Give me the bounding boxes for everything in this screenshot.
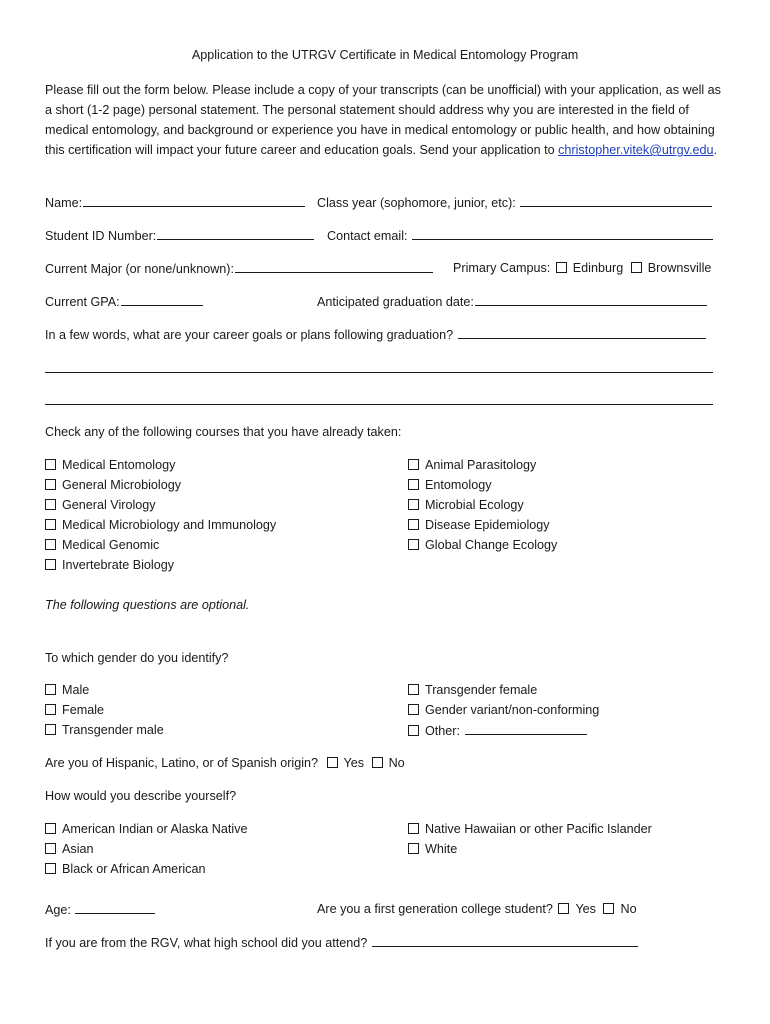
gender-label: Transgender female xyxy=(425,683,538,697)
major-field-row xyxy=(45,260,433,277)
name-label: Name: xyxy=(45,196,83,210)
age-label: Age: xyxy=(45,903,71,917)
race-prompt: How would you describe yourself? xyxy=(45,789,237,803)
course-option[interactable] xyxy=(45,557,174,573)
checkbox[interactable] xyxy=(408,539,419,550)
major-label: Current Major (or none/unknown): xyxy=(45,262,234,276)
course-option[interactable] xyxy=(45,517,276,533)
course-label: Animal Parasitology xyxy=(425,458,537,472)
course-label: Medical Microbiology and Immunology xyxy=(62,518,277,532)
career-goals-label: In a few words, what are your career goals or plans following graduation? xyxy=(45,328,454,342)
form-title: Application to the UTRGV Certificate in Medical Entomology Program xyxy=(191,48,579,62)
checkbox[interactable] xyxy=(45,724,56,735)
gender-option[interactable] xyxy=(408,682,537,698)
gpa-field-row xyxy=(45,293,203,310)
race-label: White xyxy=(425,842,458,856)
gender-other-input-line[interactable] xyxy=(465,722,587,735)
course-label: General Microbiology xyxy=(62,478,181,492)
checkbox[interactable] xyxy=(45,843,56,854)
optional-note: The following questions are optional. xyxy=(45,598,250,612)
gender-option[interactable] xyxy=(408,702,599,718)
intro-text: Please fill out the form below. Please include a copy of your transcripts (can be unofficial) with your application, as well as a short (1-2 page) personal statement. The personal statement should address why you are interested in the field of medical entomology, and background or experience you have in medical entomology or public health, and how obtaining this certification will impact your future career and education goals. Send your application to xyxy=(45,83,721,157)
course-option[interactable] xyxy=(45,497,156,513)
race-label: Native Hawaiian or other Pacific Islander xyxy=(425,822,652,836)
gender-other-label: Other: xyxy=(425,724,460,738)
first-gen-yes-label: Yes xyxy=(575,902,596,916)
race-option[interactable] xyxy=(45,821,248,837)
course-label: Entomology xyxy=(425,478,492,492)
race-label: American Indian or Alaska Native xyxy=(62,822,248,836)
age-input-line[interactable] xyxy=(75,901,155,914)
course-option[interactable] xyxy=(408,477,492,493)
courses-prompt: Check any of the following courses that you have already taken: xyxy=(45,425,402,439)
checkbox[interactable] xyxy=(45,863,56,874)
gender-label: Male xyxy=(62,683,90,697)
checkbox[interactable] xyxy=(408,684,419,695)
name-field-row xyxy=(45,194,305,211)
gender-other-option[interactable] xyxy=(408,722,587,739)
checkbox[interactable] xyxy=(45,684,56,695)
race-label: Black or African American xyxy=(62,862,206,876)
first-gen-no-checkbox[interactable] xyxy=(603,903,614,914)
course-option[interactable] xyxy=(408,517,550,533)
race-option[interactable] xyxy=(45,861,206,877)
contact-email-field-row xyxy=(327,227,713,244)
age-field-row xyxy=(45,901,155,918)
intro-paragraph xyxy=(45,80,725,160)
graduation-date-field-row xyxy=(317,293,707,310)
course-option[interactable] xyxy=(408,457,536,473)
first-gen-row xyxy=(317,901,637,917)
class-year-field-row xyxy=(317,194,712,211)
checkbox[interactable] xyxy=(45,479,56,490)
gender-option[interactable] xyxy=(45,682,89,698)
checkbox[interactable] xyxy=(408,704,419,715)
course-label: Microbial Ecology xyxy=(425,498,524,512)
primary-campus-label: Primary Campus: xyxy=(453,261,551,275)
course-option[interactable] xyxy=(408,537,557,553)
student-id-input-line[interactable] xyxy=(157,227,314,240)
course-option[interactable] xyxy=(45,477,181,493)
graduation-date-input-line[interactable] xyxy=(475,293,707,306)
checkbox[interactable] xyxy=(45,539,56,550)
career-goals-input-line-2[interactable] xyxy=(45,372,713,373)
name-input-line[interactable] xyxy=(83,194,305,207)
gender-prompt: To which gender do you identify? xyxy=(45,651,229,665)
checkbox[interactable] xyxy=(45,499,56,510)
gpa-input-line[interactable] xyxy=(121,293,203,306)
intro-period: . xyxy=(713,143,717,157)
gender-option[interactable] xyxy=(45,702,104,718)
high-school-prompt: If you are from the RGV, what high school did you attend? xyxy=(45,936,368,950)
contact-email-input-line[interactable] xyxy=(412,227,713,240)
campus-brownsville-checkbox[interactable] xyxy=(631,262,642,273)
first-gen-no-label: No xyxy=(620,902,637,916)
checkbox[interactable] xyxy=(408,823,419,834)
checkbox[interactable] xyxy=(408,499,419,510)
course-option[interactable] xyxy=(45,537,159,553)
gender-label: Transgender male xyxy=(62,723,164,737)
course-label: Medical Genomic xyxy=(62,538,160,552)
hispanic-no-checkbox[interactable] xyxy=(372,757,383,768)
course-label: Invertebrate Biology xyxy=(62,558,175,572)
career-goals-row xyxy=(45,326,706,343)
first-gen-prompt: Are you a first generation college student? xyxy=(317,902,553,916)
career-goals-input-line-1[interactable] xyxy=(458,326,706,339)
hispanic-prompt: Are you of Hispanic, Latino, or of Spanish origin? xyxy=(45,756,319,770)
checkbox[interactable] xyxy=(408,479,419,490)
hispanic-yes-label: Yes xyxy=(343,756,365,770)
student-id-field-row xyxy=(45,227,314,244)
primary-campus-row xyxy=(453,260,711,276)
race-option[interactable] xyxy=(45,841,94,857)
hispanic-no-label: No xyxy=(388,756,405,770)
checkbox[interactable] xyxy=(408,725,419,736)
student-id-label: Student ID Number: xyxy=(45,229,157,243)
gender-label: Female xyxy=(62,703,104,717)
email-link[interactable]: christopher.vitek@utrgv.edu xyxy=(558,143,714,157)
race-label: Asian xyxy=(62,842,94,856)
checkbox[interactable] xyxy=(408,459,419,470)
checkbox[interactable] xyxy=(45,519,56,530)
campus-edinburg-checkbox[interactable] xyxy=(556,262,567,273)
course-label: General Virology xyxy=(62,498,156,512)
hispanic-row xyxy=(45,755,405,771)
class-year-input-line[interactable] xyxy=(520,194,712,207)
checkbox[interactable] xyxy=(45,459,56,470)
checkbox[interactable] xyxy=(408,843,419,854)
course-label: Disease Epidemiology xyxy=(425,518,550,532)
gpa-label: Current GPA: xyxy=(45,295,120,309)
major-input-line[interactable] xyxy=(235,260,433,273)
checkbox[interactable] xyxy=(45,704,56,715)
high-school-row xyxy=(45,934,638,951)
gender-option[interactable] xyxy=(45,722,164,738)
graduation-date-label: Anticipated graduation date: xyxy=(317,295,474,309)
hispanic-yes-checkbox[interactable] xyxy=(327,757,338,768)
race-option[interactable] xyxy=(408,841,457,857)
campus-edinburg-label: Edinburg xyxy=(572,261,624,275)
class-year-label: Class year (sophomore, junior, etc): xyxy=(317,196,516,210)
checkbox[interactable] xyxy=(45,823,56,834)
first-gen-yes-checkbox[interactable] xyxy=(558,903,569,914)
course-option[interactable] xyxy=(45,457,175,473)
checkbox[interactable] xyxy=(408,519,419,530)
high-school-input-line[interactable] xyxy=(372,934,638,947)
career-goals-input-line-3[interactable] xyxy=(45,404,713,405)
campus-brownsville-label: Brownsville xyxy=(647,261,712,275)
checkbox[interactable] xyxy=(45,559,56,570)
course-label: Medical Entomology xyxy=(62,458,176,472)
course-option[interactable] xyxy=(408,497,524,513)
contact-email-label: Contact email: xyxy=(327,229,408,243)
course-label: Global Change Ecology xyxy=(425,538,558,552)
race-option[interactable] xyxy=(408,821,652,837)
gender-label: Gender variant/non-conforming xyxy=(425,703,600,717)
